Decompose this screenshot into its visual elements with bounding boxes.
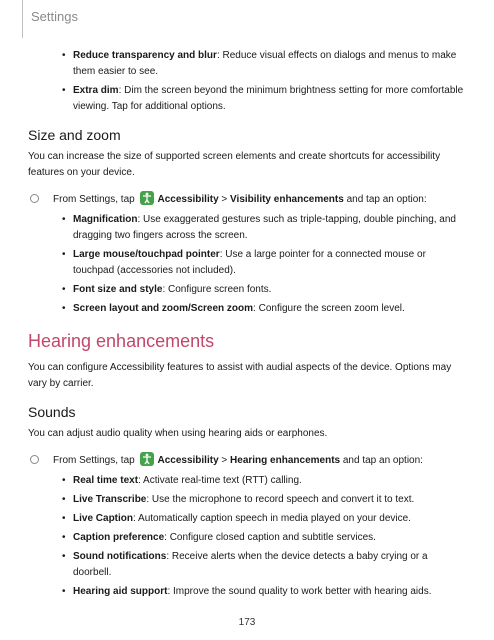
- item-desc: : Activate real-time text (RTT) calling.: [138, 475, 302, 486]
- section-intro: You can configure Accessibility features to assist with audial aspects of the device. Options may vary by carrier.: [28, 362, 452, 389]
- step-prefix: From Settings, tap: [53, 194, 135, 205]
- section-intro: You can adjust audio quality when using hearing aids or earphones.: [28, 428, 328, 439]
- header-title: Settings: [31, 9, 78, 24]
- page-header: [22, 0, 78, 38]
- section-title-sounds: Sounds: [28, 404, 76, 420]
- list-item: [28, 282, 468, 298]
- item-desc: : Dim the screen beyond the minimum brightness setting for more comfortable viewing. Tap for additional options.: [73, 85, 464, 112]
- list-item: [28, 511, 468, 527]
- list-item: [28, 530, 468, 546]
- list-item: [28, 83, 468, 115]
- list-item: [28, 473, 468, 489]
- item-desc: : Automatically caption speech in media played on your device.: [133, 513, 411, 524]
- item-desc: : Configure closed caption and subtitle services.: [164, 532, 376, 543]
- top-bullet-list: [28, 48, 468, 115]
- item-desc: : Use exaggerated gestures such as triple-tapping, double pinching, and dragging two fingers across the screen.: [73, 214, 456, 241]
- item-term: Extra dim: [73, 85, 119, 96]
- list-item: [28, 492, 468, 508]
- item-desc: : Use the microphone to record speech and convert it to text.: [146, 494, 415, 505]
- item-term: Screen layout and zoom/Screen zoom: [73, 303, 254, 314]
- item-term: Caption preference: [73, 532, 165, 543]
- main-content: [28, 48, 468, 603]
- item-desc: : Reduce visual effects on dialogs and menus to make them easier to see.: [73, 50, 457, 77]
- list-item: [28, 549, 468, 581]
- sounds-bullet-list: [28, 473, 468, 600]
- item-desc: : Configure the screen zoom level.: [253, 303, 405, 314]
- size-zoom-bullet-list: [28, 212, 468, 317]
- item-desc: : Configure screen fonts.: [162, 284, 272, 295]
- step-instruction: [28, 191, 468, 208]
- list-item: [28, 584, 468, 600]
- item-term: Large mouse/touchpad pointer: [73, 249, 220, 260]
- item-term: Hearing aid support: [73, 586, 168, 597]
- section-intro: You can increase the size of supported screen elements and create shortcuts for accessibility features on your device.: [28, 151, 441, 178]
- step-target: Hearing enhancements: [230, 455, 341, 466]
- step-arrow: >: [218, 455, 231, 466]
- step-suffix: and tap an option:: [343, 194, 427, 205]
- step-suffix: and tap an option:: [340, 455, 423, 466]
- list-item: [28, 247, 468, 279]
- item-term: Real time text: [73, 475, 139, 486]
- page-number: 173: [238, 617, 256, 628]
- item-term: Live Transcribe: [73, 494, 147, 505]
- step-circle-icon: [30, 455, 39, 464]
- item-desc: : Improve the sound quality to work better with hearing aids.: [167, 586, 432, 597]
- step-target: Visibility enhancements: [230, 194, 344, 205]
- item-desc: : Receive alerts when the device detects a baby crying or a doorbell.: [73, 551, 428, 578]
- section-title-size-zoom: Size and zoom: [28, 127, 121, 143]
- list-item: [28, 212, 468, 244]
- step-arrow: >: [218, 194, 231, 205]
- item-term: Magnification: [73, 214, 138, 225]
- step-circle-icon: [30, 194, 39, 203]
- step-instruction: [28, 452, 468, 469]
- item-desc: : Use a large pointer for a connected mouse or touchpad (accessories not included).: [73, 249, 426, 276]
- step-link: Accessibility: [157, 455, 219, 466]
- list-item: [28, 301, 468, 317]
- item-term: Font size and style: [73, 284, 163, 295]
- step-link: Accessibility: [157, 194, 219, 205]
- section-title-hearing: Hearing enhancements: [28, 331, 215, 351]
- item-term: Sound notifications: [73, 551, 167, 562]
- list-item: [28, 48, 468, 80]
- item-term: Live Caption: [73, 513, 134, 524]
- accessibility-icon: [140, 452, 154, 466]
- step-prefix: From Settings, tap: [53, 455, 135, 466]
- item-term: Reduce transparency and blur: [73, 50, 217, 61]
- accessibility-icon: [140, 191, 154, 205]
